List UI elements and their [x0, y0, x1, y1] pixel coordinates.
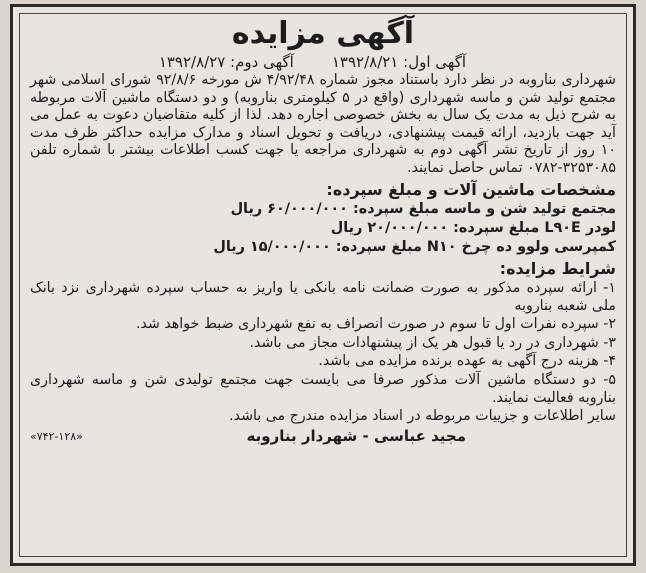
- ad-frame: [19, 13, 627, 557]
- spec-item-loader: لودر L۹۰E مبلغ سپرده: ۲۰/۰۰۰/۰۰۰ ریال: [330, 219, 616, 236]
- signature-row: [30, 427, 616, 445]
- publication-dates: [30, 52, 616, 72]
- condition-item: ۳- شهرداری در رد یا قبول هر یک از پیشنهادات مجاز می باشد.: [249, 334, 616, 351]
- condition-item: ۱- ارائه سپرده مذکور به صورت ضمانت نامه بانکی یا واریز به حساب سپرده شهرداری نزد بانک ملی شعبه بناروبه: [30, 279, 616, 314]
- ad-title: آگهی مزایده: [231, 16, 415, 51]
- ad-code: «۷۴۲-۱۲۸»: [30, 429, 83, 443]
- footer-note: سایر اطلاعات و جزییات مربوطه در اسناد مزایده مندرج می باشد.: [229, 408, 616, 425]
- spec-item-complex: مجتمع تولید شن و ماسه مبلغ سپرده: ۶۰/۰۰۰/۰۰۰ ریال: [230, 200, 616, 217]
- newspaper-clipping: [10, 4, 636, 566]
- condition-item: ۴- هزینه درج آگهی به عهده برنده مزایده می باشد.: [318, 353, 616, 370]
- ad-body-text: شهرداری بناروبه در نظر دارد باستناد مجوز شماره ۴/۹۲/۴۸ ش مورخه ۹۲/۸/۶ شورای اسلامی شهر مجتمع تولید شن و ماسه شهرداری (واقع در ۵ کیلومتری بناروبه) و دو دستگاه ماشین آلات مربوطه به شرح ذیل به مدت یک سال به بخش خصوصی اجاره دهد. لذا از کلیه متقاضیان دعوت به عمل می آید جهت بازدید، ارائه قیمت پیشنهادی، دریافت و تحویل اسناد و مدارک مزایده حداکثر ظرف مدت ۱۰ روز از تاریخ نشر آگهی دوم به شهرداری مراجعه یا جهت کسب اطلاعات بیشتر با شماره تلفن ۳۲۵۳۰۸۵-۰۷۸۲ تماس حاصل نمایند.: [30, 72, 616, 176]
- signature: مجید عباسی - شهردار بناروبه: [246, 427, 466, 446]
- second-ad-date: آگهی دوم: ۱۳۹۲/۸/۲۷: [158, 53, 294, 71]
- conditions-heading: شرایط مزایده:: [499, 258, 616, 278]
- spec-item-truck: کمپرسی ولوو ده چرخ N۱۰ مبلغ سپرده: ۱۵/۰۰۰/۰۰۰ ریال: [213, 238, 616, 255]
- specs-heading: مشخصات ماشین آلات و مبلغ سپرده:: [326, 179, 616, 199]
- first-ad-date: آگهی اول: ۱۳۹۲/۸/۲۱: [331, 53, 466, 71]
- condition-item: ۲- سپرده نفرات اول تا سوم در صورت انصراف به نفع شهرداری ضبط خواهد شد.: [136, 316, 616, 333]
- condition-item: ۵- دو دستگاه ماشین آلات مذکور صرفا می بایست جهت مجتمع تولیدی شن و ماسه شهرداری بناروبه فعالیت نمایند.: [30, 371, 616, 406]
